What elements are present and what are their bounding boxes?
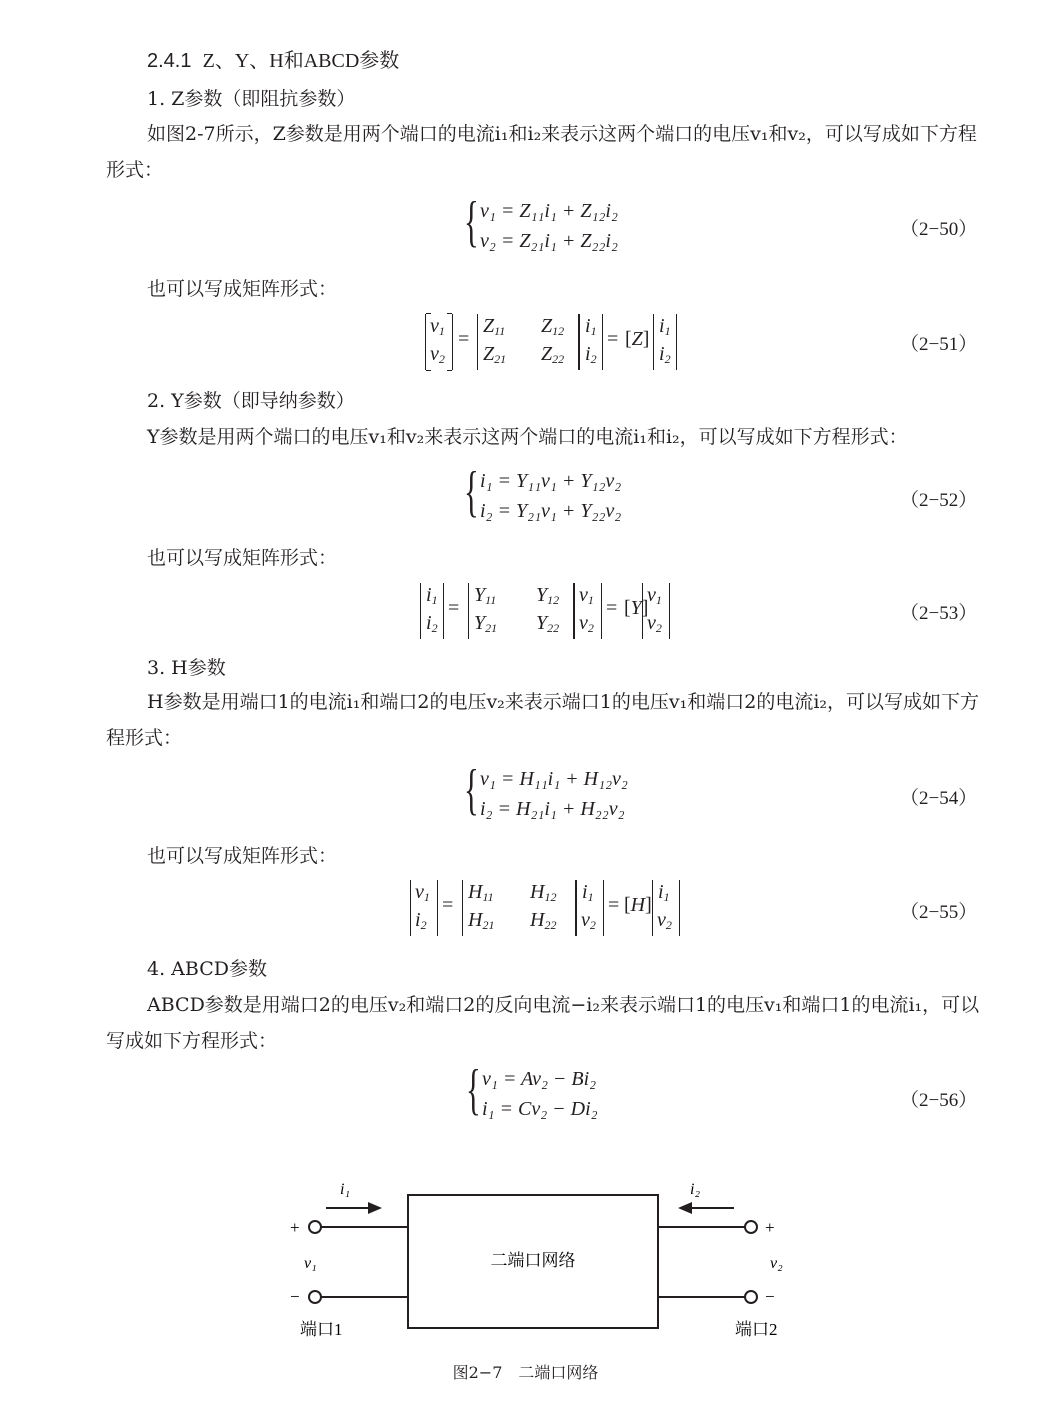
port1-minus: − [290,1287,300,1306]
v2-label: v₂ [770,1255,783,1272]
z-eq-line1: v₁ = Z₁₁i₁ + Z₁₂i₂ [480,200,618,222]
matrix-cell: $v_1$ [415,881,430,904]
matrix-cell: $v_1$ [647,584,662,607]
y-matrix-intro: 也可以写成矩阵形式： [147,547,338,569]
i1-label: i₁ [340,1181,351,1198]
matrix-cell: $i_1$ [582,881,594,904]
port2-minus: − [765,1287,775,1306]
terminal-icon [745,1221,757,1233]
abcd-heading: 4. ABCD参数 [147,958,267,980]
matrix-cell: $i_2$ [415,909,427,932]
matrix-cell: $i_2$ [426,612,438,635]
terminal-icon [309,1221,321,1233]
port2-plus: + [765,1218,775,1237]
z-heading: 1. Z参数（即阻抗参数） [147,88,356,110]
matrix-cell: $v_1$ [579,584,594,607]
z-eq-line2: v₂ = Z₂₁i₁ + Z₂₂i₂ [480,230,618,252]
matrix-cell: [Z] [625,328,650,350]
matrix-cell: [H] [624,894,652,916]
z-matrix-intro: 也可以写成矩阵形式： [147,278,338,300]
y-intro: Y参数是用两个端口的电压v₁和v₂来表示这两个端口的电流i₁和i₂，可以写成如下方程形式： [147,426,908,448]
z-matrix-equation [425,312,685,374]
y-eq-line2: i₂ = Y₂₁v₁ + Y₂₂v₂ [480,500,622,522]
i2-label: i₂ [690,1181,701,1198]
z-matrix-number: （2−51） [900,334,978,355]
port1-label: 端口1 [300,1320,343,1339]
figure-caption: 图2−7 二端口网络 [452,1363,599,1382]
y-eq-line1: i₁ = Y₁₁v₁ + Y₁₂v₂ [480,470,622,492]
y-matrix-equation [420,581,680,643]
left-brace-icon: { [464,461,479,523]
z-intro: 如图2-7所示，Z参数是用两个端口的电流i₁和i₂来表示这两个端口的电压v₁和v₂，可以写成如下方程形式： [106,123,977,181]
i2-arrow-icon [678,1202,692,1214]
equals-sign: = [606,597,618,619]
left-brace-icon: { [464,191,479,253]
matrix-cell: $H_{21}$ [468,909,495,932]
matrix-cell: $i_1$ [658,881,670,904]
h-heading: 3. H参数 [147,657,226,679]
h-matrix-equation [410,878,690,940]
matrix-cell: $Y_{21}$ [474,612,498,635]
equals-sign: = [458,328,470,350]
matrix-cell: $v_1$ [430,315,445,338]
abcd-equation [466,1059,682,1128]
h-matrix-number: （2−55） [900,902,978,923]
v1-label: v₁ [304,1255,317,1272]
matrix-cell: $H_{11}$ [468,881,494,904]
matrix-cell: $v_2$ [579,612,594,635]
section-heading [147,44,399,73]
h-matrix-intro: 也可以写成矩阵形式： [147,845,338,867]
matrix-cell: $Z_{11}$ [483,315,506,338]
terminal-icon [309,1291,321,1303]
equals-sign: = [608,894,620,916]
matrix-cell: $v_2$ [581,909,596,932]
equals-sign: = [448,597,460,619]
abcd-eq-line2: i₁ = Cv₂ − Di₂ [482,1098,598,1120]
h-eq-line2: i₂ = H₂₁i₁ + H₂₂v₂ [480,798,625,820]
h-intro: H参数是用端口1的电流i₁和端口2的电压v₂来表示端口1的电压v₁和端口2的电流i₂，可以写成如下方程形式： [106,691,980,749]
left-brace-icon: { [464,759,479,821]
h-eq-number: （2−54） [900,788,978,809]
matrix-cell: $Y_{12}$ [536,584,560,607]
two-port-network-figure [270,1170,790,1350]
z-eq-number: （2−50） [900,219,978,240]
matrix-cell: $v_2$ [647,612,662,635]
port1-plus: + [290,1218,300,1237]
matrix-cell: $Y_{11}$ [474,584,497,607]
matrix-cell: $i_1$ [585,315,597,338]
matrix-cell: $Z_{21}$ [483,343,507,366]
equals-sign: = [607,328,619,350]
matrix-cell: $H_{22}$ [530,909,557,932]
abcd-eq-number: （2−56） [900,1090,978,1111]
h-equation [464,759,680,828]
z-equation [464,191,680,260]
section-number: 2.4.1 [147,50,192,72]
matrix-cell: $i_2$ [659,343,671,366]
matrix-cell: $i_1$ [659,315,671,338]
y-eq-number: （2−52） [900,490,978,511]
y-heading: 2. Y参数（即导纳参数） [147,390,355,412]
matrix-cell: $Z_{22}$ [541,343,565,366]
y-matrix-number: （2−53） [900,603,978,624]
matrix-cell: $v_2$ [430,343,445,366]
abcd-eq-line1: v₁ = Av₂ − Bi₂ [482,1068,597,1090]
port2-label: 端口2 [735,1320,778,1339]
abcd-intro: ABCD参数是用端口2的电压v₂和端口2的反向电流−i₂来表示端口1的电压v₁和端口1的电流i₁，可以写成如下方程形式： [106,994,980,1052]
matrix-cell: $H_{12}$ [530,881,557,904]
matrix-cell: [Y] [624,597,649,619]
left-brace-icon: { [466,1059,481,1121]
i1-arrow-icon [368,1202,382,1214]
matrix-cell: $v_2$ [657,909,672,932]
network-label: 二端口网络 [490,1251,576,1270]
terminal-icon [745,1291,757,1303]
section-title: Z、Y、H和ABCD参数 [202,50,400,72]
matrix-cell: $Y_{22}$ [536,612,560,635]
equals-sign: = [442,894,454,916]
matrix-cell: $i_2$ [585,343,597,366]
h-eq-line1: v₁ = H₁₁i₁ + H₁₂v₂ [480,768,628,790]
matrix-cell: $Z_{12}$ [541,315,565,338]
y-equation [464,461,680,530]
matrix-cell: $i_1$ [426,584,438,607]
